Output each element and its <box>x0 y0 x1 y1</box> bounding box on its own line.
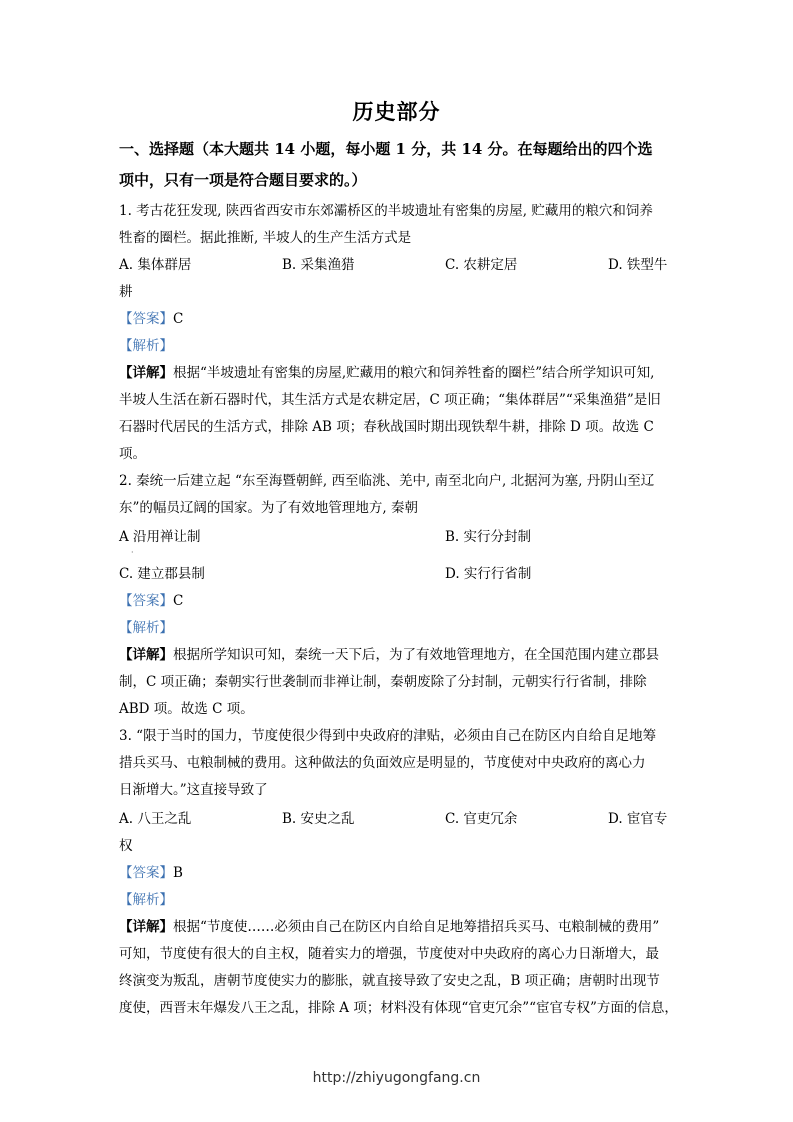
q2-stem-line-1: 2. 秦统一后建立起 “东至海暨朝鲜, 西至临洮、羌中, 南至北向户, 北据河为塞, 丹阴山至辽 <box>119 473 655 489</box>
q1-detail-line-4: 项。 <box>119 446 146 462</box>
q3-stem-line-2: 措兵买马、屯粮制械的费用。这种做法的负面效应是明显的，节度使对中央政府的离心力 <box>119 755 646 771</box>
stray-dot: · <box>131 548 134 557</box>
q3-answer-value: B <box>173 865 183 881</box>
q3-stem-line-3: 日渐增大。”这直接导致了 <box>119 782 268 798</box>
q3-option-d: D. 宦官专 <box>608 811 668 827</box>
q3-analysis-label: 【解析】 <box>119 892 173 908</box>
q1-answer-value: C <box>173 311 184 327</box>
q1-detail-line-3: 石器时代居民的生活方式，排除 AB 项；春秋战国时期出现铁犁牛耕，排除 D 项。故选 C <box>119 419 654 435</box>
footer-url[interactable]: http://zhiyugongfang.cn <box>312 1070 481 1086</box>
q3-detail-line-1 <box>119 917 679 937</box>
q3-detail-line-2: 可知，节度使有很大的自主权，随着实力的增强，节度使对中央政府的离心力日渐增大，最 <box>119 946 659 962</box>
q2-answer <box>119 591 679 611</box>
q3-detail-text-1: 根据“节度使……必须由自己在防区内自给自足地筹措招兵买马、屯粮制械的费用” <box>173 919 660 935</box>
q2-detail-text-1: 根据所学知识可知，秦统一天下后，为了有效地管理地方，在全国范围内建立郡县 <box>173 647 659 663</box>
page-title: 历史部分 <box>352 99 441 124</box>
q1-option-d: D. 铁型牛 <box>608 257 668 273</box>
q3-option-b: B. 安史之乱 <box>282 811 355 827</box>
q2-detail-line-2: 制，C 项正确；秦朝实行世袭制而非禅让制，秦朝废除了分封制，元朝实行行省制，排除 <box>119 674 647 690</box>
q2-answer-label: 【答案】 <box>119 593 173 609</box>
q2-answer-value: C <box>173 593 184 609</box>
q2-option-b: B. 实行分封制 <box>445 529 532 545</box>
section-heading-line-1: 一、选择题（本大题共 14 小题，每小题 1 分，共 14 分。在每题给出的四个选 <box>119 140 653 158</box>
q2-detail-label: 【详解】 <box>119 647 173 663</box>
q3-option-wrap: 权 <box>119 838 133 854</box>
q1-option-b: B. 采集渔猎 <box>282 257 355 273</box>
q1-detail-text-1: 根据“半坡遗址有密集的房屋,贮藏用的粮穴和饲养牲畜的圈栏”结合所学知识可知, <box>173 365 655 381</box>
q1-detail-line-2: 半坡人生活在新石器时代，其生活方式是农耕定居，C 项正确；“集体群居”“采集渔猎”是旧 <box>119 392 661 408</box>
q1-option-wrap: 耕 <box>119 284 133 300</box>
q2-analysis-label: 【解析】 <box>119 620 173 636</box>
q3-detail-line-4: 度使，西晋末年爆发八王之乱，排除 A 项；材料没有体现“官吏冗余”“宦官专权”方面的信息， <box>119 1000 678 1016</box>
q1-option-c: C. 农耕定居 <box>445 257 518 273</box>
q2-stem-line-2: 东”的幅员辽阔的国家。为了有效地管理地方, 秦朝 <box>119 500 418 516</box>
q1-stem-line-1: 1. 考古花狂发现, 陕西省西安市东郊灞桥区的半坡遗址有密集的房屋, 贮藏用的粮穴和饲养 <box>119 203 653 219</box>
q2-option-c: C. 建立郡县制 <box>119 566 205 582</box>
q3-detail-label: 【详解】 <box>119 919 173 935</box>
q3-stem-line-1: 3. “限于当时的国力，节度使很少得到中央政府的津贴，必须由自己在防区内自给自足地筹 <box>119 728 657 744</box>
q1-stem-line-2: 牲畜的圈栏。据此推断, 半坡人的生产生活方式是 <box>119 230 412 246</box>
q3-answer <box>119 863 679 883</box>
q1-option-a: A. 集体群居 <box>119 257 192 273</box>
q3-detail-line-3: 终演变为叛乱，唐朝节度使实力的膨胀，就直接导致了安史之乱，B 项正确；唐朝时出现节 <box>119 973 660 989</box>
q2-option-a: A 沿用禅让制 <box>119 529 201 545</box>
q2-detail-line-3: ABD 项。故选 C 项。 <box>119 701 254 717</box>
q3-option-a: A. 八王之乱 <box>119 811 192 827</box>
q2-detail-line-1 <box>119 645 679 665</box>
q2-option-d: D. 实行行省制 <box>445 566 532 582</box>
section-heading-line-2: 项中，只有一项是符合题目要求的。） <box>119 171 367 189</box>
q1-answer-label: 【答案】 <box>119 311 173 327</box>
q1-detail-label: 【详解】 <box>119 365 173 381</box>
q1-analysis-label: 【解析】 <box>119 338 173 354</box>
q3-answer-label: 【答案】 <box>119 865 173 881</box>
q1-detail-line-1 <box>119 363 679 383</box>
q3-option-c: C. 官吏冗余 <box>445 811 518 827</box>
q1-answer <box>119 309 679 329</box>
